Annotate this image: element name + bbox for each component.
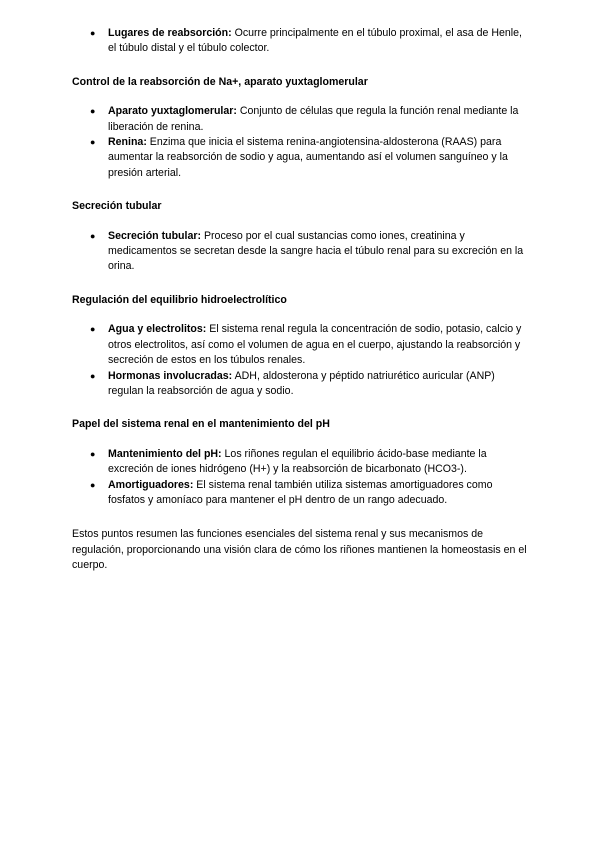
item-text: Conjunto de células que regula la función renal mediante la liberación de renina. — [108, 105, 519, 133]
item-text: El sistema renal también utiliza sistemas amortiguadores como fosfatos y amoníaco para mantener el pH dentro de un rango adecuado. — [108, 478, 493, 506]
bullet-icon: ● — [90, 230, 96, 241]
bullet-list — [72, 104, 528, 181]
list-item — [72, 26, 528, 57]
list-item — [72, 478, 528, 509]
bullet-list — [72, 229, 528, 275]
item-text: Ocurre principalmente en el túbulo proximal, el asa de Henle, el túbulo distal y el túbulo colector. — [108, 27, 522, 55]
list-item — [72, 135, 528, 181]
section-heading: Papel del sistema renal en el mantenimiento del pH — [72, 418, 330, 431]
item-term: Renina: — [108, 136, 147, 149]
list-item — [72, 369, 528, 400]
item-term: Hormonas involucradas: — [108, 369, 233, 382]
list-item — [72, 447, 528, 478]
bullet-list — [72, 322, 528, 399]
item-text: Proceso por el cual sustancias como iones, creatinina y medicamentos se secretan desde la sangre hacia el túbulo renal para su excreción en la orina. — [108, 229, 524, 273]
item-term: Mantenimiento del pH: — [108, 447, 222, 460]
bullet-icon: ● — [90, 324, 96, 335]
section-heading: Regulación del equilibrio hidroelectrolítico — [72, 293, 287, 306]
list-item — [72, 104, 528, 135]
item-term: Agua y electrolitos: — [108, 323, 207, 336]
bullet-icon: ● — [90, 28, 96, 38]
bullet-list — [72, 26, 528, 57]
item-text: Enzima que inicia el sistema renina-angiotensina-aldosterona (RAAS) para aumentar la reabsorción de sodio y agua, aumentando así el volumen sanguíneo y la presión arterial. — [108, 136, 508, 179]
section-heading: Control de la reabsorción de Na+, aparato yuxtaglomerular — [72, 75, 368, 88]
item-term: Aparato yuxtaglomerular: — [108, 105, 237, 118]
item-text: Los riñones regulan el equilibrio ácido-base mediante la excreción de iones hidrógeno (H+) y la reabsorción de bicarbonato (HCO3-). — [108, 447, 487, 476]
bullet-icon: ● — [90, 448, 96, 459]
bullet-list — [72, 447, 528, 509]
bullet-icon: ● — [90, 106, 96, 117]
section-heading: Secreción tubular — [72, 200, 162, 213]
list-item — [72, 229, 528, 275]
bullet-icon: ● — [90, 137, 96, 148]
bullet-icon: ● — [90, 370, 96, 381]
document-content — [72, 26, 528, 574]
item-text: El sistema renal regula la concentración de sodio, potasio, calcio y otros electrolitos, así como el volumen de agua en el cuerpo, ajustando la reabsorción y secreción de estos en los túbulos renales. — [108, 323, 522, 367]
bullet-icon: ● — [90, 479, 96, 490]
closing-paragraph: Estos puntos resumen las funciones esenciales del sistema renal y sus mecanismos de regulación, proporcionando una visión clara de cómo los riñones mantienen la homeostasis en el cuerpo. — [72, 528, 527, 572]
item-term: Amortiguadores: — [108, 478, 194, 491]
list-item — [72, 322, 528, 368]
item-term: Secreción tubular: — [108, 229, 202, 242]
item-text: ADH, aldosterona y péptido natriurético auricular (ANP) regulan la reabsorción de agua y sodio. — [108, 369, 495, 397]
item-term: Lugares de reabsorción: — [108, 27, 232, 39]
